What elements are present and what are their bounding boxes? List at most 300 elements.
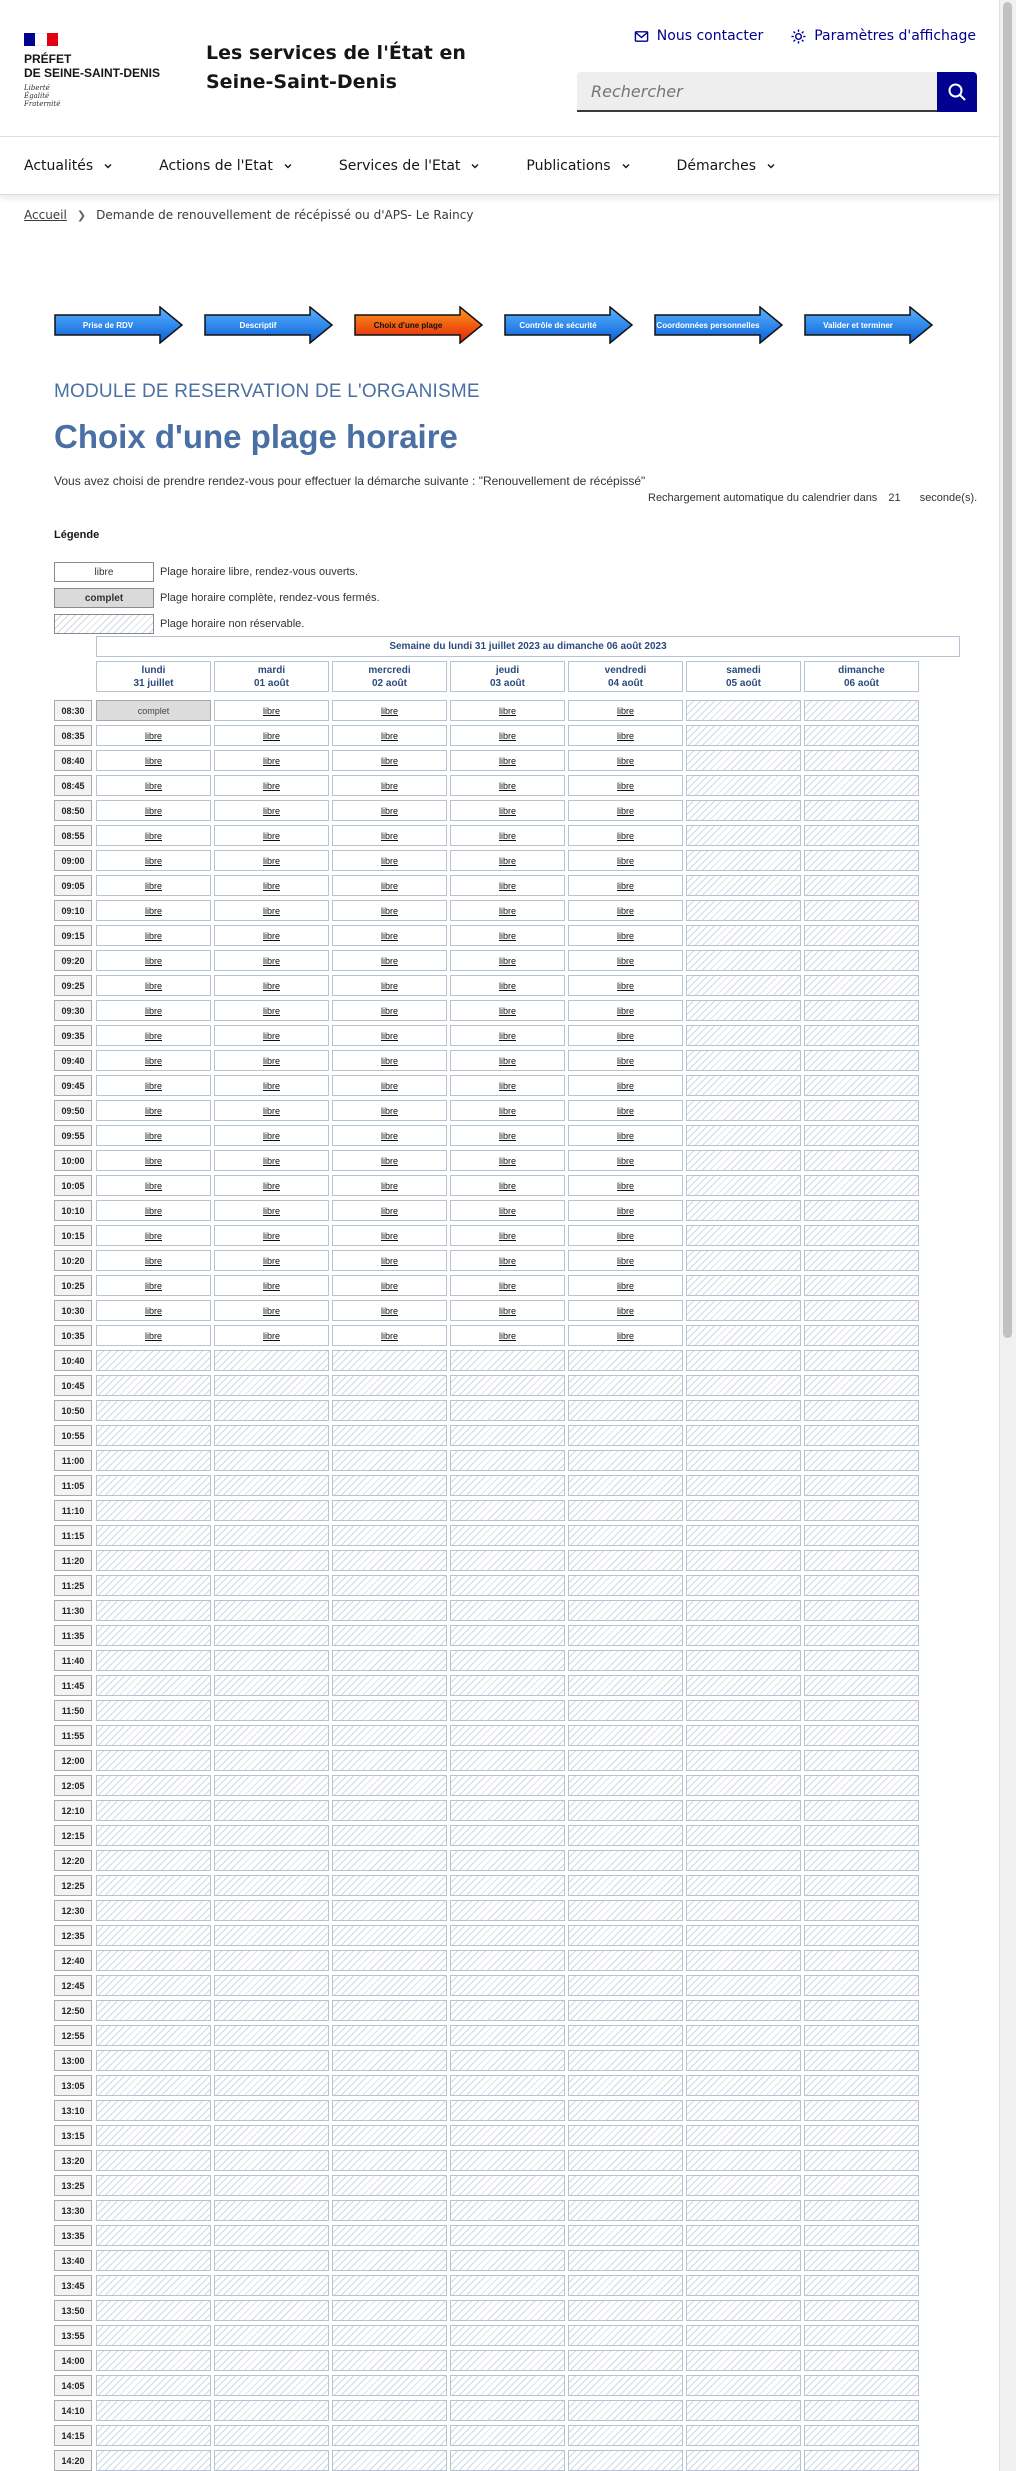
slot-libre-link[interactable]: libre (498, 1105, 516, 1116)
slot-libre[interactable] (214, 1150, 329, 1171)
slot-libre[interactable] (214, 1200, 329, 1221)
slot-libre-link[interactable]: libre (498, 730, 516, 741)
slot-libre[interactable] (450, 850, 565, 871)
slot-libre[interactable] (214, 1175, 329, 1196)
slot-libre[interactable] (568, 1125, 683, 1146)
slot-libre[interactable] (568, 1075, 683, 1096)
slot-libre-link[interactable]: libre (144, 830, 162, 841)
slot-unavailable (450, 2325, 565, 2346)
slot-libre[interactable] (568, 1050, 683, 1071)
slot-unavailable (214, 2325, 329, 2346)
slot-libre-link[interactable]: libre (144, 880, 162, 891)
slot-libre[interactable] (214, 800, 329, 821)
slot-libre-link[interactable]: libre (262, 705, 280, 716)
slot-libre[interactable] (332, 1175, 447, 1196)
slot-libre[interactable] (214, 1300, 329, 1321)
slot-libre-link[interactable]: libre (262, 1055, 280, 1066)
slot-libre-link[interactable]: libre (380, 780, 398, 791)
time-label: 13:30 (54, 2200, 92, 2221)
slot-libre-link[interactable]: libre (144, 1130, 162, 1141)
slot-libre-link[interactable]: libre (498, 1255, 516, 1266)
slot-libre-link[interactable]: libre (498, 955, 516, 966)
slot-libre[interactable] (568, 1025, 683, 1046)
slot-libre-link[interactable]: libre (498, 1230, 516, 1241)
slot-libre-link[interactable]: libre (262, 805, 280, 816)
slot-libre[interactable] (568, 750, 683, 771)
slot-libre[interactable] (450, 1300, 565, 1321)
slot-libre[interactable] (568, 1300, 683, 1321)
slot-unavailable (450, 2100, 565, 2121)
nav-item-publications[interactable] (526, 158, 630, 174)
slot-libre-link[interactable]: libre (262, 1030, 280, 1041)
slot-libre-link[interactable]: libre (616, 1280, 634, 1291)
slot-libre[interactable] (96, 1225, 211, 1246)
slot-libre-link[interactable]: libre (380, 1280, 398, 1291)
slot-libre-link[interactable]: libre (262, 955, 280, 966)
slot-libre[interactable] (96, 1075, 211, 1096)
breadcrumb-home[interactable]: Accueil (24, 208, 67, 222)
slot-libre-link[interactable]: libre (144, 730, 162, 741)
slot-libre[interactable] (332, 925, 447, 946)
slot-unavailable (686, 1925, 801, 1946)
slot-libre[interactable] (332, 1300, 447, 1321)
time-label: 12:05 (54, 1775, 92, 1796)
slot-libre[interactable] (450, 1325, 565, 1346)
slot-libre-link[interactable]: libre (144, 930, 162, 941)
slot-libre-link[interactable]: libre (616, 830, 634, 841)
slot-unavailable (804, 1825, 919, 1846)
slot-libre-link[interactable]: libre (144, 1005, 162, 1016)
slot-libre-link[interactable]: libre (144, 1205, 162, 1216)
slot-libre-link[interactable]: libre (498, 1305, 516, 1316)
slot-libre-link[interactable]: libre (144, 1280, 162, 1291)
slot-libre[interactable] (332, 1125, 447, 1146)
slot-libre[interactable] (214, 750, 329, 771)
slot-libre-link[interactable]: libre (616, 1180, 634, 1191)
slot-libre-link[interactable]: libre (498, 880, 516, 891)
slot-libre[interactable] (214, 1325, 329, 1346)
slot-libre-link[interactable]: libre (144, 1080, 162, 1091)
slot-libre[interactable] (332, 1225, 447, 1246)
slot-libre-link[interactable]: libre (498, 1080, 516, 1091)
slot-libre-link[interactable]: libre (498, 1205, 516, 1216)
slot-unavailable (686, 725, 801, 746)
slot-libre[interactable] (450, 1200, 565, 1221)
slot-libre-link[interactable]: libre (498, 930, 516, 941)
slot-libre-link[interactable]: libre (144, 905, 162, 916)
slot-libre-link[interactable]: libre (380, 1205, 398, 1216)
slot-libre[interactable] (96, 1125, 211, 1146)
slot-libre[interactable] (568, 975, 683, 996)
slot-libre[interactable] (450, 900, 565, 921)
display-settings-link[interactable] (791, 28, 976, 44)
slot-unavailable (450, 2275, 565, 2296)
slot-libre-link[interactable]: libre (498, 1280, 516, 1291)
slot-libre-link[interactable]: libre (616, 780, 634, 791)
slot-libre[interactable] (450, 1000, 565, 1021)
slot-libre-link[interactable]: libre (262, 1280, 280, 1291)
slot-libre[interactable] (214, 1025, 329, 1046)
slot-libre[interactable] (332, 825, 447, 846)
slot-libre[interactable] (332, 750, 447, 771)
slot-libre[interactable] (96, 900, 211, 921)
slot-libre[interactable] (96, 850, 211, 871)
slot-libre-link[interactable]: libre (144, 755, 162, 766)
slot-libre[interactable] (214, 1275, 329, 1296)
slot-libre[interactable] (450, 775, 565, 796)
slot-libre-link[interactable]: libre (380, 980, 398, 991)
slot-unavailable (450, 1775, 565, 1796)
slot-libre-link[interactable]: libre (498, 705, 516, 716)
slot-libre-link[interactable]: libre (144, 1305, 162, 1316)
slot-libre[interactable] (214, 825, 329, 846)
breadcrumb (24, 208, 473, 222)
slot-libre[interactable] (332, 975, 447, 996)
slot-libre[interactable] (214, 1100, 329, 1121)
slot-libre-link[interactable]: libre (144, 1330, 162, 1341)
slot-libre[interactable] (214, 725, 329, 746)
slot-libre-link[interactable]: libre (144, 1230, 162, 1241)
slot-libre[interactable] (332, 775, 447, 796)
slot-libre[interactable] (214, 1050, 329, 1071)
slot-libre[interactable] (214, 975, 329, 996)
slot-libre[interactable] (96, 1150, 211, 1171)
slot-libre[interactable] (96, 1275, 211, 1296)
slot-libre[interactable] (214, 1250, 329, 1271)
slot-libre[interactable] (450, 1150, 565, 1171)
slot-libre[interactable] (450, 700, 565, 721)
slot-libre-link[interactable]: libre (380, 705, 398, 716)
slot-libre-link[interactable]: libre (262, 1080, 280, 1091)
slot-libre[interactable] (450, 925, 565, 946)
slot-libre[interactable] (568, 1225, 683, 1246)
slot-libre-link[interactable]: libre (498, 1130, 516, 1141)
slot-libre[interactable] (332, 700, 447, 721)
slot-libre[interactable] (332, 1000, 447, 1021)
slot-libre-link[interactable]: libre (380, 880, 398, 891)
slot-libre-link[interactable]: libre (498, 1155, 516, 1166)
search-input[interactable] (577, 72, 937, 112)
slot-libre-link[interactable]: libre (616, 1155, 634, 1166)
nav-item-actions[interactable] (159, 158, 293, 174)
slot-libre-link[interactable]: libre (380, 1255, 398, 1266)
slot-unavailable (568, 1625, 683, 1646)
slot-libre[interactable] (332, 850, 447, 871)
nav-label: Actualités (24, 157, 94, 174)
time-label: 08:55 (54, 825, 92, 846)
slot-libre-link[interactable]: libre (616, 1330, 634, 1341)
prefecture-logo[interactable] (24, 33, 164, 108)
slot-libre[interactable] (214, 1225, 329, 1246)
slot-libre[interactable] (214, 875, 329, 896)
site-title[interactable]: Les services de l'État en Seine-Saint-Denis (206, 42, 466, 93)
slot-libre-link[interactable]: libre (498, 1030, 516, 1041)
slot-libre[interactable] (96, 1200, 211, 1221)
time-label: 13:00 (54, 2050, 92, 2071)
slot-libre[interactable] (214, 775, 329, 796)
slot-libre-link[interactable]: libre (498, 980, 516, 991)
slot-libre[interactable] (332, 900, 447, 921)
slot-libre[interactable] (450, 1275, 565, 1296)
slot-libre-link[interactable]: libre (262, 1180, 280, 1191)
slot-libre-link[interactable]: libre (616, 980, 634, 991)
slot-libre[interactable] (450, 750, 565, 771)
scrollbar[interactable] (999, 0, 1016, 2471)
slot-libre-link[interactable]: libre (144, 805, 162, 816)
slot-unavailable (96, 1675, 211, 1696)
slot-libre[interactable] (96, 800, 211, 821)
contact-label: Nous contacter (656, 28, 764, 44)
slot-libre[interactable] (568, 800, 683, 821)
nav-item-demarches[interactable] (677, 158, 777, 174)
slot-libre-link[interactable]: libre (262, 1255, 280, 1266)
slot-libre-link[interactable]: libre (616, 1105, 634, 1116)
slot-libre-link[interactable]: libre (380, 1005, 398, 1016)
slot-libre[interactable] (450, 1100, 565, 1121)
slot-unavailable (686, 1825, 801, 1846)
slot-libre-link[interactable]: libre (616, 1005, 634, 1016)
slot-libre[interactable] (214, 1075, 329, 1096)
slot-libre-link[interactable]: libre (262, 1155, 280, 1166)
slot-libre-link[interactable]: libre (616, 1130, 634, 1141)
slot-libre[interactable] (450, 825, 565, 846)
slot-libre-link[interactable]: libre (380, 1330, 398, 1341)
slot-libre-link[interactable]: libre (262, 780, 280, 791)
slot-libre-link[interactable]: libre (380, 855, 398, 866)
slot-libre-link[interactable]: libre (380, 1230, 398, 1241)
slot-libre-link[interactable]: libre (262, 1130, 280, 1141)
time-label: 08:50 (54, 800, 92, 821)
slot-libre[interactable] (96, 950, 211, 971)
slot-libre-link[interactable]: libre (498, 1180, 516, 1191)
slot-libre-link[interactable]: libre (498, 855, 516, 866)
slot-libre[interactable] (96, 1100, 211, 1121)
slot-unavailable (450, 1850, 565, 1871)
slot-libre[interactable] (332, 1075, 447, 1096)
slot-libre[interactable] (568, 900, 683, 921)
slot-libre[interactable] (568, 825, 683, 846)
slot-libre[interactable] (96, 1000, 211, 1021)
slot-libre[interactable] (332, 1250, 447, 1271)
slot-libre-link[interactable]: libre (380, 905, 398, 916)
slot-libre[interactable] (568, 1175, 683, 1196)
slot-libre[interactable] (214, 1125, 329, 1146)
slot-libre[interactable] (96, 1025, 211, 1046)
slot-libre-link[interactable]: libre (144, 1155, 162, 1166)
slot-libre[interactable] (332, 1100, 447, 1121)
slot-libre[interactable] (568, 775, 683, 796)
slot-libre-link[interactable]: libre (616, 1080, 634, 1091)
slot-libre[interactable] (568, 725, 683, 746)
slot-libre-link[interactable]: libre (144, 855, 162, 866)
slot-libre[interactable] (568, 850, 683, 871)
slot-libre-link[interactable]: libre (262, 755, 280, 766)
slot-libre[interactable] (214, 700, 329, 721)
slot-libre-link[interactable]: libre (262, 905, 280, 916)
slot-libre-link[interactable]: libre (616, 705, 634, 716)
time-label: 12:25 (54, 1875, 92, 1896)
slot-libre-link[interactable]: libre (616, 1055, 634, 1066)
slot-libre-link[interactable]: libre (498, 830, 516, 841)
slot-libre[interactable] (450, 1225, 565, 1246)
slot-libre-link[interactable]: libre (616, 1255, 634, 1266)
slot-libre-link[interactable]: libre (380, 955, 398, 966)
slot-libre-link[interactable]: libre (380, 1155, 398, 1166)
slot-libre-link[interactable]: libre (616, 955, 634, 966)
slot-libre-link[interactable]: libre (380, 755, 398, 766)
slot-libre[interactable] (332, 1200, 447, 1221)
slot-libre[interactable] (96, 1325, 211, 1346)
slot-libre-link[interactable]: libre (262, 930, 280, 941)
slot-libre[interactable] (96, 775, 211, 796)
slot-libre[interactable] (568, 1250, 683, 1271)
slot-libre[interactable] (332, 1275, 447, 1296)
slot-libre-link[interactable]: libre (616, 805, 634, 816)
slot-libre-link[interactable]: libre (616, 755, 634, 766)
slot-libre[interactable] (96, 975, 211, 996)
slot-libre[interactable] (332, 1150, 447, 1171)
slot-libre[interactable] (568, 875, 683, 896)
slot-libre-link[interactable]: libre (262, 1230, 280, 1241)
slot-libre-link[interactable]: libre (144, 980, 162, 991)
slot-libre-link[interactable]: libre (144, 780, 162, 791)
slot-libre-link[interactable]: libre (616, 905, 634, 916)
slot-libre-link[interactable]: libre (380, 1080, 398, 1091)
slot-libre-link[interactable]: libre (616, 1230, 634, 1241)
slot-unavailable (686, 1225, 801, 1246)
slot-libre[interactable] (96, 1250, 211, 1271)
slot-libre-link[interactable]: libre (262, 1105, 280, 1116)
slot-libre-link[interactable]: libre (616, 855, 634, 866)
slot-libre-link[interactable]: libre (262, 855, 280, 866)
slot-libre-link[interactable]: libre (380, 730, 398, 741)
slot-libre[interactable] (214, 925, 329, 946)
slot-libre-link[interactable]: libre (498, 1055, 516, 1066)
slot-libre[interactable] (568, 1100, 683, 1121)
slot-libre-link[interactable]: libre (262, 730, 280, 741)
slot-libre-link[interactable]: libre (262, 830, 280, 841)
slot-libre[interactable] (450, 1075, 565, 1096)
slot-libre[interactable] (332, 1050, 447, 1071)
slot-libre-link[interactable]: libre (144, 1180, 162, 1191)
slot-libre[interactable] (450, 950, 565, 971)
slot-libre-link[interactable]: libre (380, 930, 398, 941)
slot-libre[interactable] (332, 1025, 447, 1046)
slot-libre[interactable] (568, 1325, 683, 1346)
contact-link[interactable] (634, 28, 763, 44)
slot-libre[interactable] (214, 900, 329, 921)
slot-libre-link[interactable]: libre (380, 1030, 398, 1041)
slot-libre[interactable] (568, 925, 683, 946)
slot-libre[interactable] (450, 1025, 565, 1046)
slot-libre-link[interactable]: libre (380, 805, 398, 816)
slot-libre[interactable] (96, 1050, 211, 1071)
slot-libre-link[interactable]: libre (380, 1105, 398, 1116)
slot-libre-link[interactable]: libre (262, 1005, 280, 1016)
slot-libre-link[interactable]: libre (616, 930, 634, 941)
slot-libre-link[interactable]: libre (498, 780, 516, 791)
slot-libre-link[interactable]: libre (380, 830, 398, 841)
slot-libre[interactable] (332, 875, 447, 896)
slot-libre-link[interactable]: libre (380, 1180, 398, 1191)
nav-item-actualites[interactable] (24, 158, 113, 174)
slot-libre-link[interactable]: libre (380, 1130, 398, 1141)
slot-libre[interactable] (568, 1200, 683, 1221)
slot-libre[interactable] (450, 1175, 565, 1196)
slot-libre-link[interactable]: libre (144, 1030, 162, 1041)
slot-libre[interactable] (96, 875, 211, 896)
nav-item-services[interactable] (339, 158, 481, 174)
slot-libre[interactable] (450, 800, 565, 821)
slot-unavailable (686, 1025, 801, 1046)
slot-libre[interactable] (450, 725, 565, 746)
slot-unavailable (804, 1025, 919, 1046)
slot-libre[interactable] (450, 1125, 565, 1146)
slot-libre[interactable] (450, 1050, 565, 1071)
slot-libre-link[interactable]: libre (144, 1105, 162, 1116)
slot-libre[interactable] (214, 950, 329, 971)
slot-libre-link[interactable]: libre (144, 1255, 162, 1266)
slot-libre-link[interactable]: libre (262, 980, 280, 991)
slot-libre-link[interactable]: libre (616, 1305, 634, 1316)
slot-libre[interactable] (568, 950, 683, 971)
slot-unavailable (804, 2025, 919, 2046)
slot-libre[interactable] (332, 1325, 447, 1346)
slot-libre[interactable] (332, 725, 447, 746)
slot-libre[interactable] (450, 975, 565, 996)
slot-libre-link[interactable]: libre (498, 755, 516, 766)
slot-libre[interactable] (332, 950, 447, 971)
day-date: 04 août (607, 678, 643, 689)
slot-libre[interactable] (96, 925, 211, 946)
slot-libre[interactable] (214, 1000, 329, 1021)
slot-libre-link[interactable]: libre (380, 1305, 398, 1316)
slot-libre[interactable] (96, 1175, 211, 1196)
slot-libre-link[interactable]: libre (498, 1330, 516, 1341)
slot-libre-link[interactable]: libre (262, 1305, 280, 1316)
slot-libre-link[interactable]: libre (498, 905, 516, 916)
slot-libre[interactable] (214, 850, 329, 871)
slot-libre-link[interactable]: libre (616, 730, 634, 741)
slot-libre-link[interactable]: libre (262, 1330, 280, 1341)
slot-libre-link[interactable]: libre (498, 1005, 516, 1016)
slot-libre-link[interactable]: libre (616, 1205, 634, 1216)
slot-unavailable (214, 1700, 329, 1721)
slot-libre[interactable] (96, 825, 211, 846)
slot-libre[interactable] (96, 750, 211, 771)
slot-libre[interactable] (568, 700, 683, 721)
slot-libre-link[interactable]: libre (262, 880, 280, 891)
slot-libre-link[interactable]: libre (144, 1055, 162, 1066)
slot-libre-link[interactable]: libre (262, 1205, 280, 1216)
slot-libre[interactable] (96, 1300, 211, 1321)
slot-libre-link[interactable]: libre (616, 880, 634, 891)
slot-libre-link[interactable]: libre (616, 1030, 634, 1041)
time-label: 09:10 (54, 900, 92, 921)
slot-libre[interactable] (450, 1250, 565, 1271)
slot-libre[interactable] (568, 1275, 683, 1296)
slot-libre-link[interactable]: libre (498, 805, 516, 816)
slot-libre-link[interactable]: libre (144, 955, 162, 966)
slot-libre[interactable] (332, 800, 447, 821)
slot-libre[interactable] (568, 1000, 683, 1021)
scrollbar-thumb[interactable] (1003, 2, 1012, 1338)
slot-libre[interactable] (450, 875, 565, 896)
search-button[interactable] (937, 72, 977, 112)
slot-libre[interactable] (96, 725, 211, 746)
slot-libre-link[interactable]: libre (380, 1055, 398, 1066)
slot-libre[interactable] (568, 1150, 683, 1171)
